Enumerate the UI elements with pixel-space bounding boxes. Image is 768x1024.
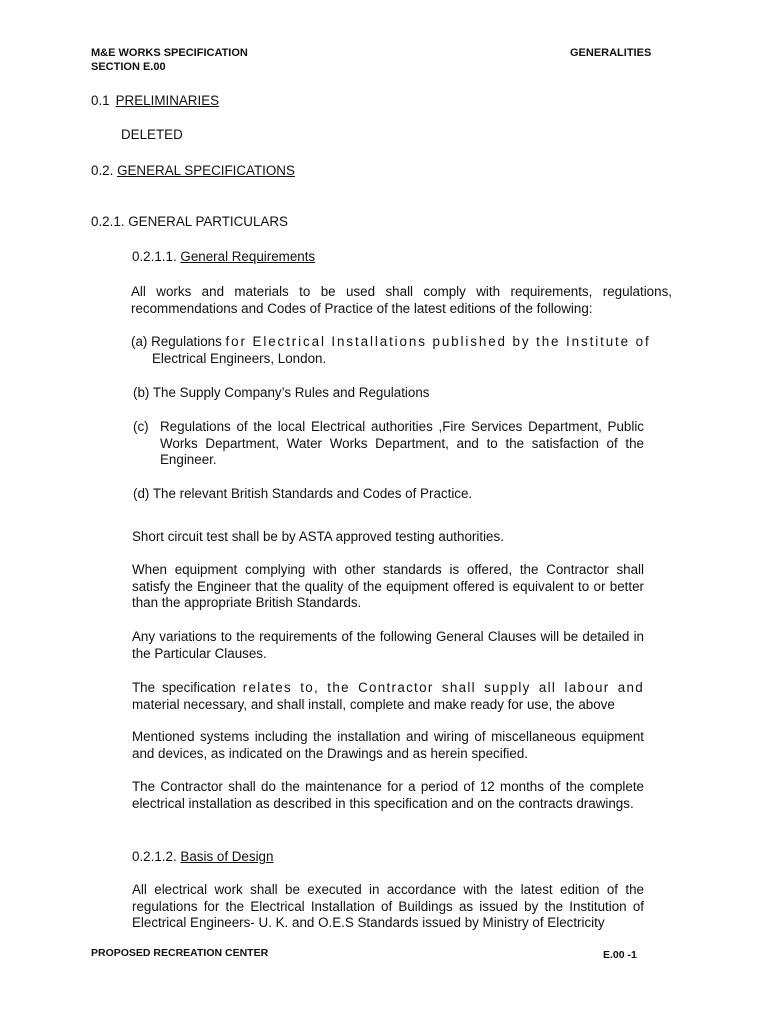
list-item-b: (b) The Supply Company’s Rules and Regulations — [133, 385, 430, 400]
header-left — [91, 46, 248, 74]
variations-paragraph: Any variations to the requirements of the following General Clauses will be detailed in the Particular Clauses. — [132, 629, 644, 661]
section-0-2-1-heading: 0.2.1. GENERAL PARTICULARS — [91, 214, 288, 229]
footer-left: PROPOSED RECREATION CENTER — [91, 947, 269, 959]
section-title: GENERAL SPECIFICATIONS — [117, 163, 295, 178]
intro-paragraph: All works and materials to be used shall comply with requirements, regulations, recommendations and Codes of Practice of the latest editions of the following: — [131, 284, 672, 316]
list-item-a — [131, 334, 672, 367]
section-0-1-heading — [91, 93, 219, 110]
specification-paragraph: The specification relates to, the Contractor shall supply all labour and material necessary, and shall install, complete and make ready for use, the above — [132, 680, 644, 712]
section-0-2-1-1-heading — [132, 249, 315, 266]
list-item-a-line2: Electrical Engineers, London. — [152, 350, 327, 366]
list-item-d: (d) The relevant British Standards and Codes of Practice. — [133, 486, 473, 501]
section-number: 0.1 — [91, 93, 110, 108]
header-right: GENERALITIES — [570, 47, 652, 59]
deleted-text: DELETED — [121, 127, 183, 142]
section-0-2-1-2-heading — [132, 849, 273, 866]
short-circuit-paragraph: Short circuit test shall be by ASTA approved testing authorities. — [132, 529, 504, 544]
section-title: PRELIMINARIES — [115, 93, 220, 108]
basis-of-design-paragraph: All electrical work shall be executed in accordance with the latest edition of the regulations for the Electrical Installation of Buildings as issued by the Institution of Electrical Engineers- U. K. and O.E.S Standards issued by Ministry of Electricity — [132, 882, 644, 931]
section-title: General Requirements — [180, 249, 316, 264]
section-number: 0.2.1.1. — [132, 249, 177, 264]
list-item-c-text: Regulations of the local Electrical authorities ,Fire Services Department, Public Works Department, Water Works Department, and to the satisfaction of the Engineer. — [160, 419, 644, 468]
section-title: Basis of Design — [180, 849, 274, 864]
footer-page-number: E.00 -1 — [603, 949, 637, 961]
section-0-2-heading — [91, 163, 295, 180]
specification-paragraph-2: Mentioned systems including the installation and wiring of miscellaneous equipment and devices, as indicated on the Drawings and as herein specified. — [132, 729, 644, 761]
list-item-c-label: (c) — [133, 419, 149, 434]
equipment-paragraph: When equipment complying with other standards is offered, the Contractor shall satisfy the Engineer that the quality of the equipment offered is equivalent to or better than the appropriate British Standards. — [132, 562, 644, 611]
header-title: M&E WORKS SPECIFICATION — [91, 47, 248, 59]
section-number: 0.2.1.2. — [132, 849, 177, 864]
section-number: 0.2. — [91, 163, 114, 178]
maintenance-paragraph: The Contractor shall do the maintenance for a period of 12 months of the complete electrical installation as described in this specification and on the contracts drawings. — [132, 779, 644, 811]
list-item-a-line1: (a) Regulations for Electrical Installations published by the Institute of — [131, 334, 651, 349]
header-section: SECTION E.00 — [91, 61, 166, 73]
